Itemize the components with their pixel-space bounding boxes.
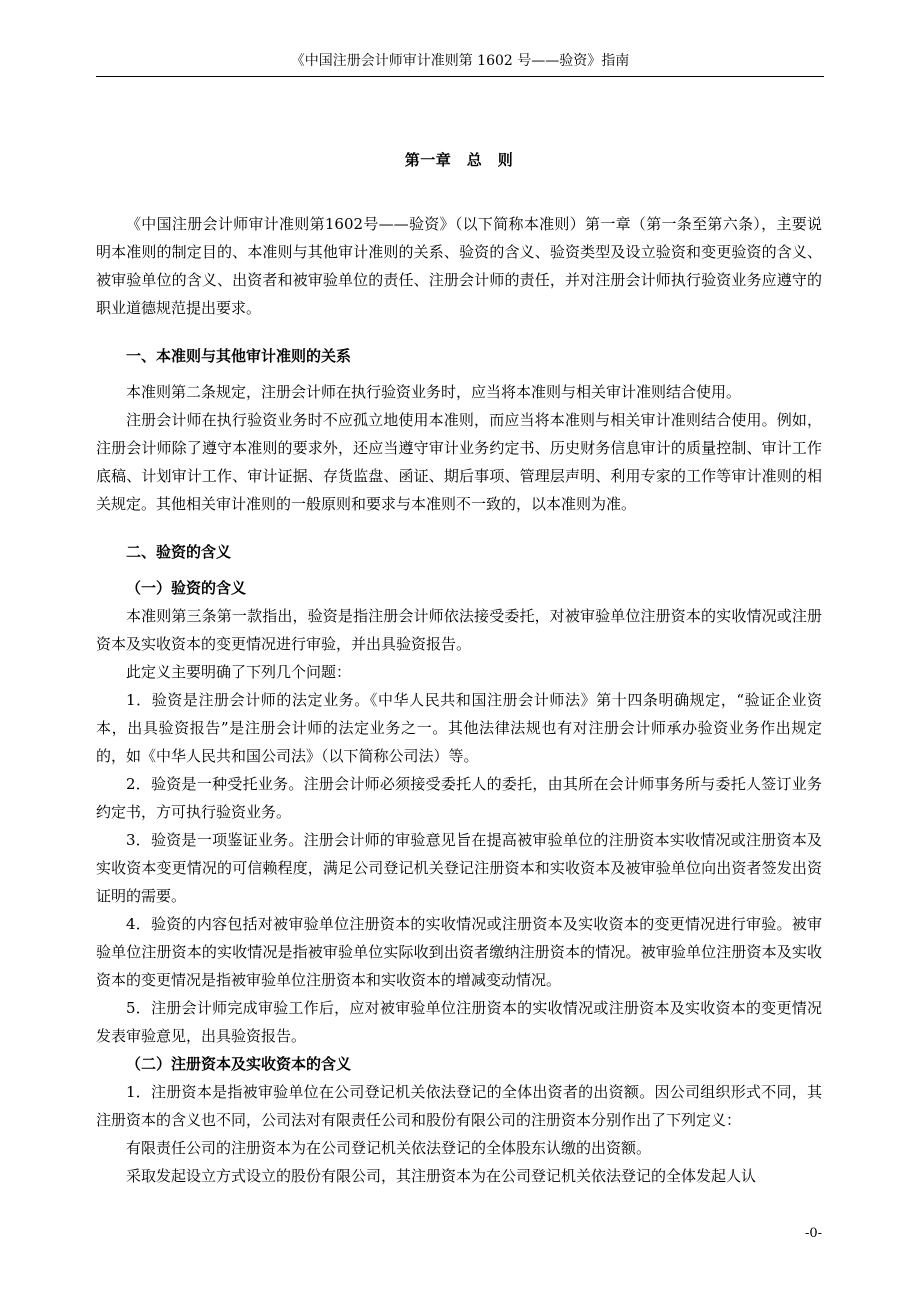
- section-heading-1: 一、本准则与其他审计准则的关系: [126, 347, 352, 365]
- document-body: [96, 146, 822, 1190]
- paragraph: 有限责任公司的注册资本为在公司登记机关依法登记的全体股东认缴的出资额。: [126, 1139, 652, 1157]
- list-item: 5．注册会计师完成审验工作后，应对被审验单位注册资本的实收情况或注册资本及实收资本的变更情况发表审验意见，出具验资报告。: [96, 999, 822, 1045]
- subsection-heading-2: （二）注册资本及实收资本的含义: [126, 1055, 352, 1073]
- section-heading-2: 二、验资的含义: [126, 543, 232, 561]
- header-rule: [96, 76, 824, 77]
- paragraph: 采取发起设立方式设立的股份有限公司，其注册资本为在公司登记机关依法登记的全体发起人认: [126, 1167, 757, 1185]
- list-item: 2．验资是一种受托业务。注册会计师必须接受委托人的委托，由其所在会计师事务所与委托人签订业务约定书，方可执行验资业务。: [96, 775, 822, 821]
- list-item: 4．验资的内容包括对被审验单位注册资本的实收情况或注册资本及实收资本的变更情况进行审验。被审验单位注册资本的实收情况是指被审验单位实际收到出资者缴纳注册资本的情况。被审验单位注册资本及实收资本的变更情况是指被审验单位注册资本和实收资本的增减变动情况。: [96, 915, 822, 989]
- list-item: 1．注册资本是指被审验单位在公司登记机关依法登记的全体出资者的出资额。因公司组织形式不同，其注册资本的含义也不同，公司法对有限责任公司和股份有限公司的注册资本分别作出了下列定义：: [96, 1083, 822, 1129]
- intro-paragraph: 《中国注册会计师审计准则第1602号——验资》（以下简称本准则）第一章（第一条至第六条），主要说明本准则的制定目的、本准则与其他审计准则的关系、验资的含义、验资类型及设立验资和变更验资的含义、被审验单位的含义、出资者和被审验单位的责任、注册会计师的责任，并对注册会计师执行验资业务应遵守的职业道德规范提出要求。: [96, 215, 822, 317]
- paragraph: 注册会计师在执行验资业务时不应孤立地使用本准则，而应当将本准则与相关审计准则结合使用。例如，注册会计师除了遵守本准则的要求外，还应当遵守审计业务约定书、历史财务信息审计的质量控制、审计工作底稿、计划审计工作、审计证据、存货监盘、函证、期后事项、管理层声明、利用专家的工作等审计准则的相关规定。其他相关审计准则的一般原则和要求与本准则不一致的，以本准则为准。: [96, 411, 822, 513]
- chapter-title: 第一章 总 则: [404, 151, 514, 169]
- paragraph: 本准则第三条第一款指出，验资是指注册会计师依法接受委托，对被审验单位注册资本的实收情况或注册资本及实收资本的变更情况进行审验，并出具验资报告。: [96, 607, 822, 653]
- paragraph: 此定义主要明确了下列几个问题：: [126, 663, 352, 681]
- list-item: 3．验资是一项鉴证业务。注册会计师的审验意见旨在提高被审验单位的注册资本实收情况或注册资本及实收资本变更情况的可信赖程度，满足公司登记机关登记注册资本和实收资本及被审验单位向出资者签发出资证明的需要。: [96, 831, 822, 905]
- page-number: -0-: [804, 1226, 822, 1241]
- subsection-heading-1: （一）验资的含义: [126, 579, 247, 597]
- paragraph: 本准则第二条规定，注册会计师在执行验资业务时，应当将本准则与相关审计准则结合使用。: [126, 383, 742, 401]
- running-header: 《中国注册会计师审计准则第 1602 号——验资》指南: [290, 53, 630, 69]
- list-item: 1．验资是注册会计师的法定业务。《中华人民共和国注册会计师法》第十四条明确规定，“验证企业资本，出具验资报告”是注册会计师的法定业务之一。其他法律法规也有对注册会计师承办验资业务作出规定的，如《中华人民共和国公司法》（以下简称公司法）等。: [96, 691, 822, 765]
